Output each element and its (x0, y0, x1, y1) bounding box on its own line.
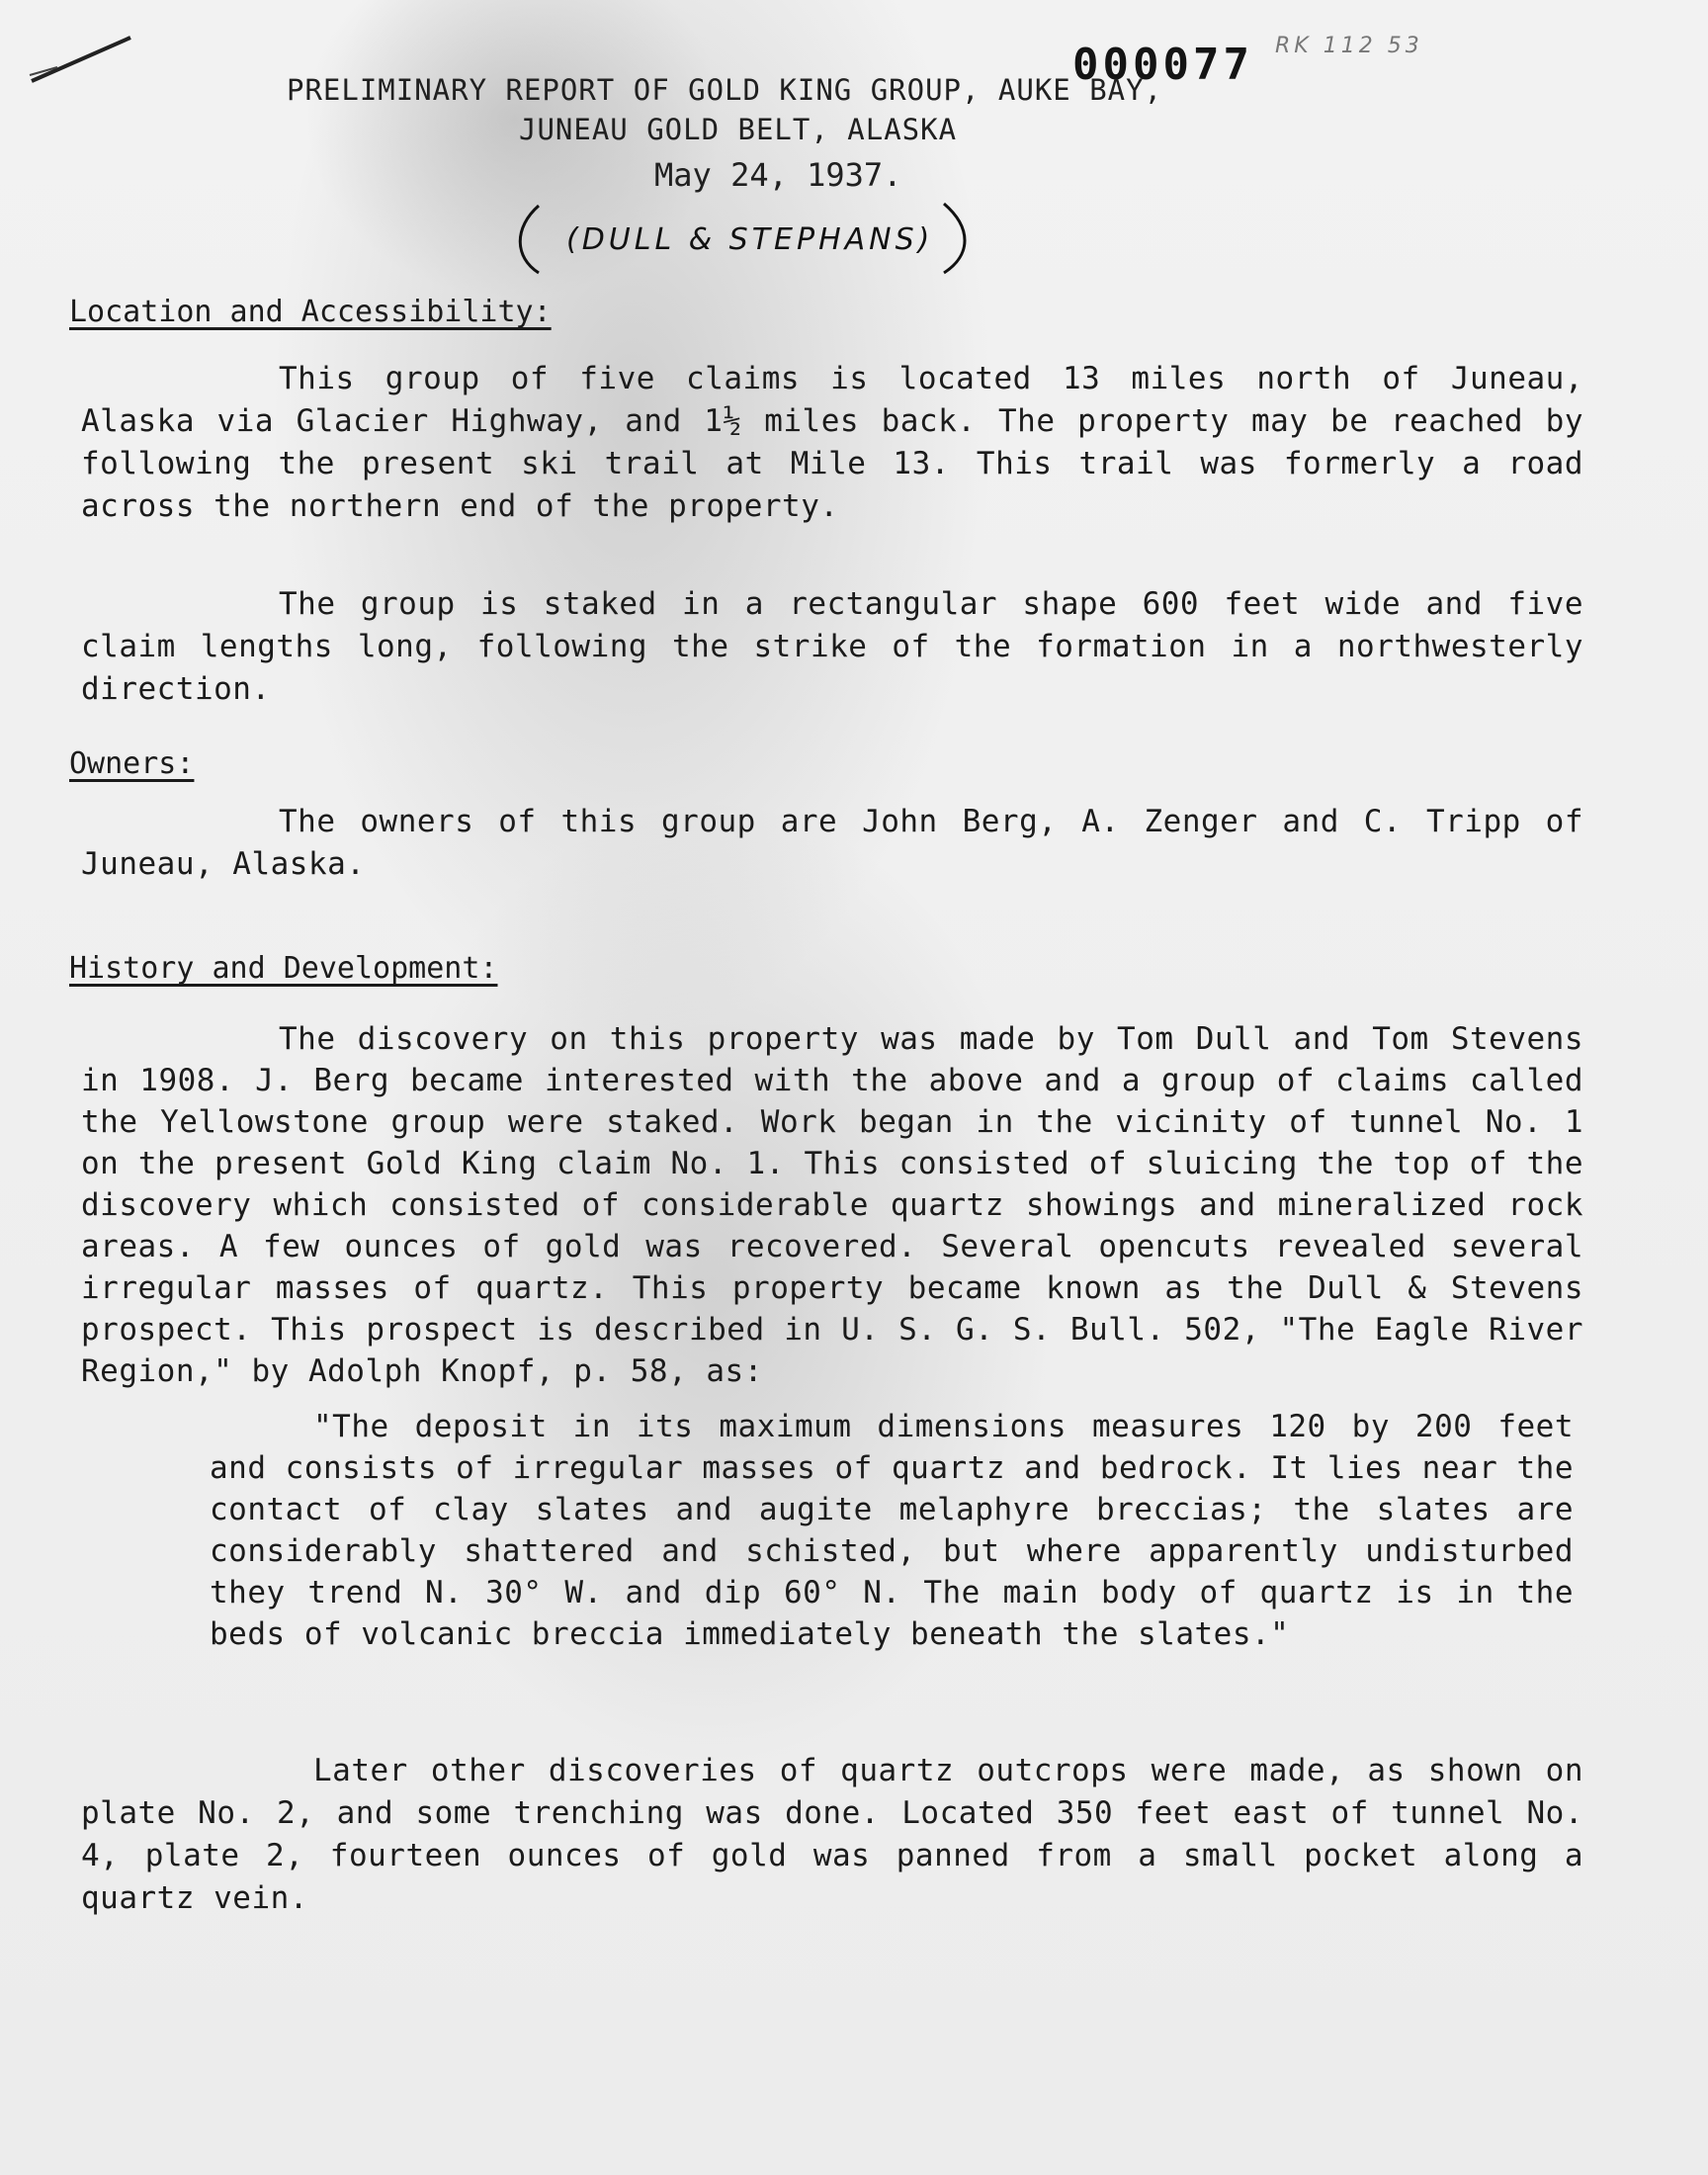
heading-owners: Owners: (69, 746, 195, 781)
handwritten-note-text: (DULL & STEPHANS) (566, 222, 934, 257)
location-paragraph-1: This group of five claims is located 13 miles north of Juneau, Alaska via Glacier Highway, and 1½ miles back. The property may be reached by following the present ski trail at Mile 13. This trail was formerly a road across the northern end of the property. (81, 361, 1583, 524)
heading-location-accessibility: Location and Accessibility: (69, 295, 552, 329)
pen-stroke-mark (28, 30, 136, 89)
report-date: May 24, 1937. (654, 156, 902, 194)
history-block-quote: "The deposit in its maximum dimensions measures 120 by 200 feet and consists of irregular masses of quartz and bedrock. It lies near the contact of clay slates and augite melaphyre breccias; the slates are considerably shattered and schisted, but where apparently undisturbed they trend N. 30° W. and dip 60° N. The main body of quartz is in the beds of volcanic breccia immediately beneath the slates." (210, 1409, 1574, 1652)
history-paragraph-1: The discovery on this property was made by Tom Dull and Tom Stevens in 1908. J. Berg became interested with the above and a group of claims called the Yellowstone group were staked. Work began in the vicinity of tunnel No. 1 on the present Gold King claim No. 1. This consisted of sluicing the top of the discovery which consisted of considerable quartz showings and mineralized rock areas. A few ounces of gold was recovered. Several opencuts revealed several irregular masses of quartz. This property became known as the Dull & Stevens prospect. This prospect is described in U. S. G. S. Bull. 502, "The Eagle River Region," by Adolph Knopf, p. 58, as: (81, 1021, 1583, 1389)
report-title: PRELIMINARY REPORT OF GOLD KING GROUP, AUKE BAY, (287, 73, 1163, 107)
handwritten-reference: RK 112 53 (1275, 34, 1423, 58)
owners-paragraph: The owners of this group are John Berg, A. Zenger and C. Tripp of Juneau, Alaska. (81, 804, 1583, 882)
report-subtitle: JUNEAU GOLD BELT, ALASKA (519, 113, 958, 146)
location-paragraph-2: The group is staked in a rectangular shape 600 feet wide and five claim lengths long, following the strike of the formation in a northwesterly direction. (81, 586, 1583, 707)
history-paragraph-2: Later other discoveries of quartz outcrops were made, as shown on plate No. 2, and some trenching was done. Located 350 feet east of tunnel No. 4, plate 2, fourteen ounces of gold was panned from a small pocket along a quartz vein. (81, 1753, 1583, 1916)
heading-history-development: History and Development: (69, 951, 498, 986)
handwritten-authors-note (509, 198, 974, 277)
document-number: 000077 (1072, 40, 1253, 90)
